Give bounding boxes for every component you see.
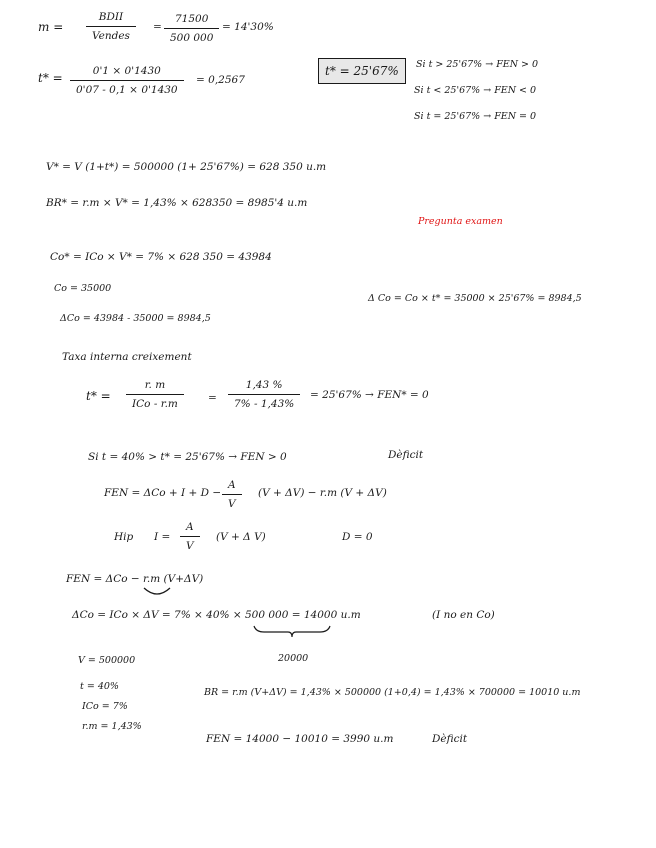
delta-co-calc-line: ΔCo = ICo × ΔV = 7% × 40% × 500 000 = 14000 u.m [72,609,361,621]
tstar2-fraction-2 [228,380,300,409]
condition-equal: Si t = 25'67% → FEN = 0 [414,111,537,122]
given-rm: r.m = 1,43% [82,721,142,732]
tstar-fraction [70,66,184,95]
fraction-numerator: 71500 [175,13,209,25]
given-ico: ICo = 7% [82,701,128,712]
fen-formula-fraction [222,480,242,509]
hip-d: D = 0 [342,531,373,543]
margin-result: = 14'30% [222,21,274,33]
fraction-denominator: ICo - r.m [132,397,178,410]
underbrace-value: 20000 [278,653,309,664]
fraction-denominator: 500 000 [170,31,214,44]
fraction-numerator: A [186,521,194,533]
fraction-numerator: 1,43 % [245,379,283,391]
fraction-denominator: 0'07 - 0,1 × 0'1430 [76,83,178,96]
equals-sign: = [208,392,217,404]
fen-formula-rhs: (V + ΔV) − r.m (V + ΔV) [258,487,387,499]
delta-co-note: (I no en Co) [432,609,495,621]
deficit-label-1: Dèficit [388,449,424,461]
hip-rhs: (V + Δ V) [216,531,266,543]
brstar-line: BR* = r.m × V* = 1,43% × 628350 = 8985'4 u.m [46,197,308,209]
margin-fraction-1 [86,12,136,41]
hip-lhs: I = [154,531,171,543]
fraction-denominator: 7% - 1,43% [234,397,295,410]
margin-fraction-2 [164,14,219,43]
tstar2-lhs: t* = [86,389,111,403]
fraction-denominator: V [186,539,194,552]
boxed-tstar: t* = 25'67% [318,58,406,84]
fen-simple-line: FEN = ΔCo − r.m (V+ΔV) [66,573,204,585]
br-line: BR = r.m (V+ΔV) = 1,43% × 500000 (1+0,4) = 1,43% × 700000 = 10010 u.m [204,687,581,698]
hip-label: Hip [114,531,134,543]
fraction-numerator: r. m [144,379,166,391]
given-t: t = 40% [80,681,119,692]
vstar-line: V* = V (1+t*) = 500000 (1+ 25'67%) = 628 350 u.m [46,161,327,173]
fraction-denominator: V [228,497,236,510]
section-heading: Taxa interna creixement [62,351,192,363]
tstar-lhs: t* = [38,71,63,85]
margin-lhs: m = [38,20,64,34]
costar-line: Co* = ICo × V* = 7% × 628 350 = 43984 [50,251,272,263]
co-line: Co = 35000 [54,283,112,294]
delta-co-line: ΔCo = 43984 - 35000 = 8984,5 [60,313,211,324]
underbrace [252,624,332,638]
delta-co-alt-line: Δ Co = Co × t* = 35000 × 25'67% = 8984,5 [368,293,582,304]
exam-note: Pregunta examen [418,216,503,227]
fraction-denominator: Vendes [92,29,130,42]
tstar2-fraction-1 [126,380,184,409]
condition-greater: Si t > 25'67% → FEN > 0 [416,59,539,70]
fraction-numerator: 0'1 × 0'1430 [92,65,161,77]
fen-formula-lhs: FEN = ΔCo + I + D − [104,487,222,499]
underline-arc [142,586,172,598]
condition-less: Si t < 25'67% → FEN < 0 [414,85,537,96]
tstar-result: = 0,2567 [196,74,245,86]
tstar2-result: = 25'67% → FEN* = 0 [310,389,429,401]
hip-fraction [180,522,200,551]
given-v: V = 500000 [78,655,136,666]
fraction-numerator: BDII [98,11,124,23]
si-line: Si t = 40% > t* = 25'67% → FEN > 0 [88,451,287,463]
fraction-numerator: A [228,479,236,491]
deficit-label-2: Dèficit [432,733,468,745]
fen-result-line: FEN = 14000 − 10010 = 3990 u.m [206,733,394,745]
equals-sign: = [153,21,162,33]
